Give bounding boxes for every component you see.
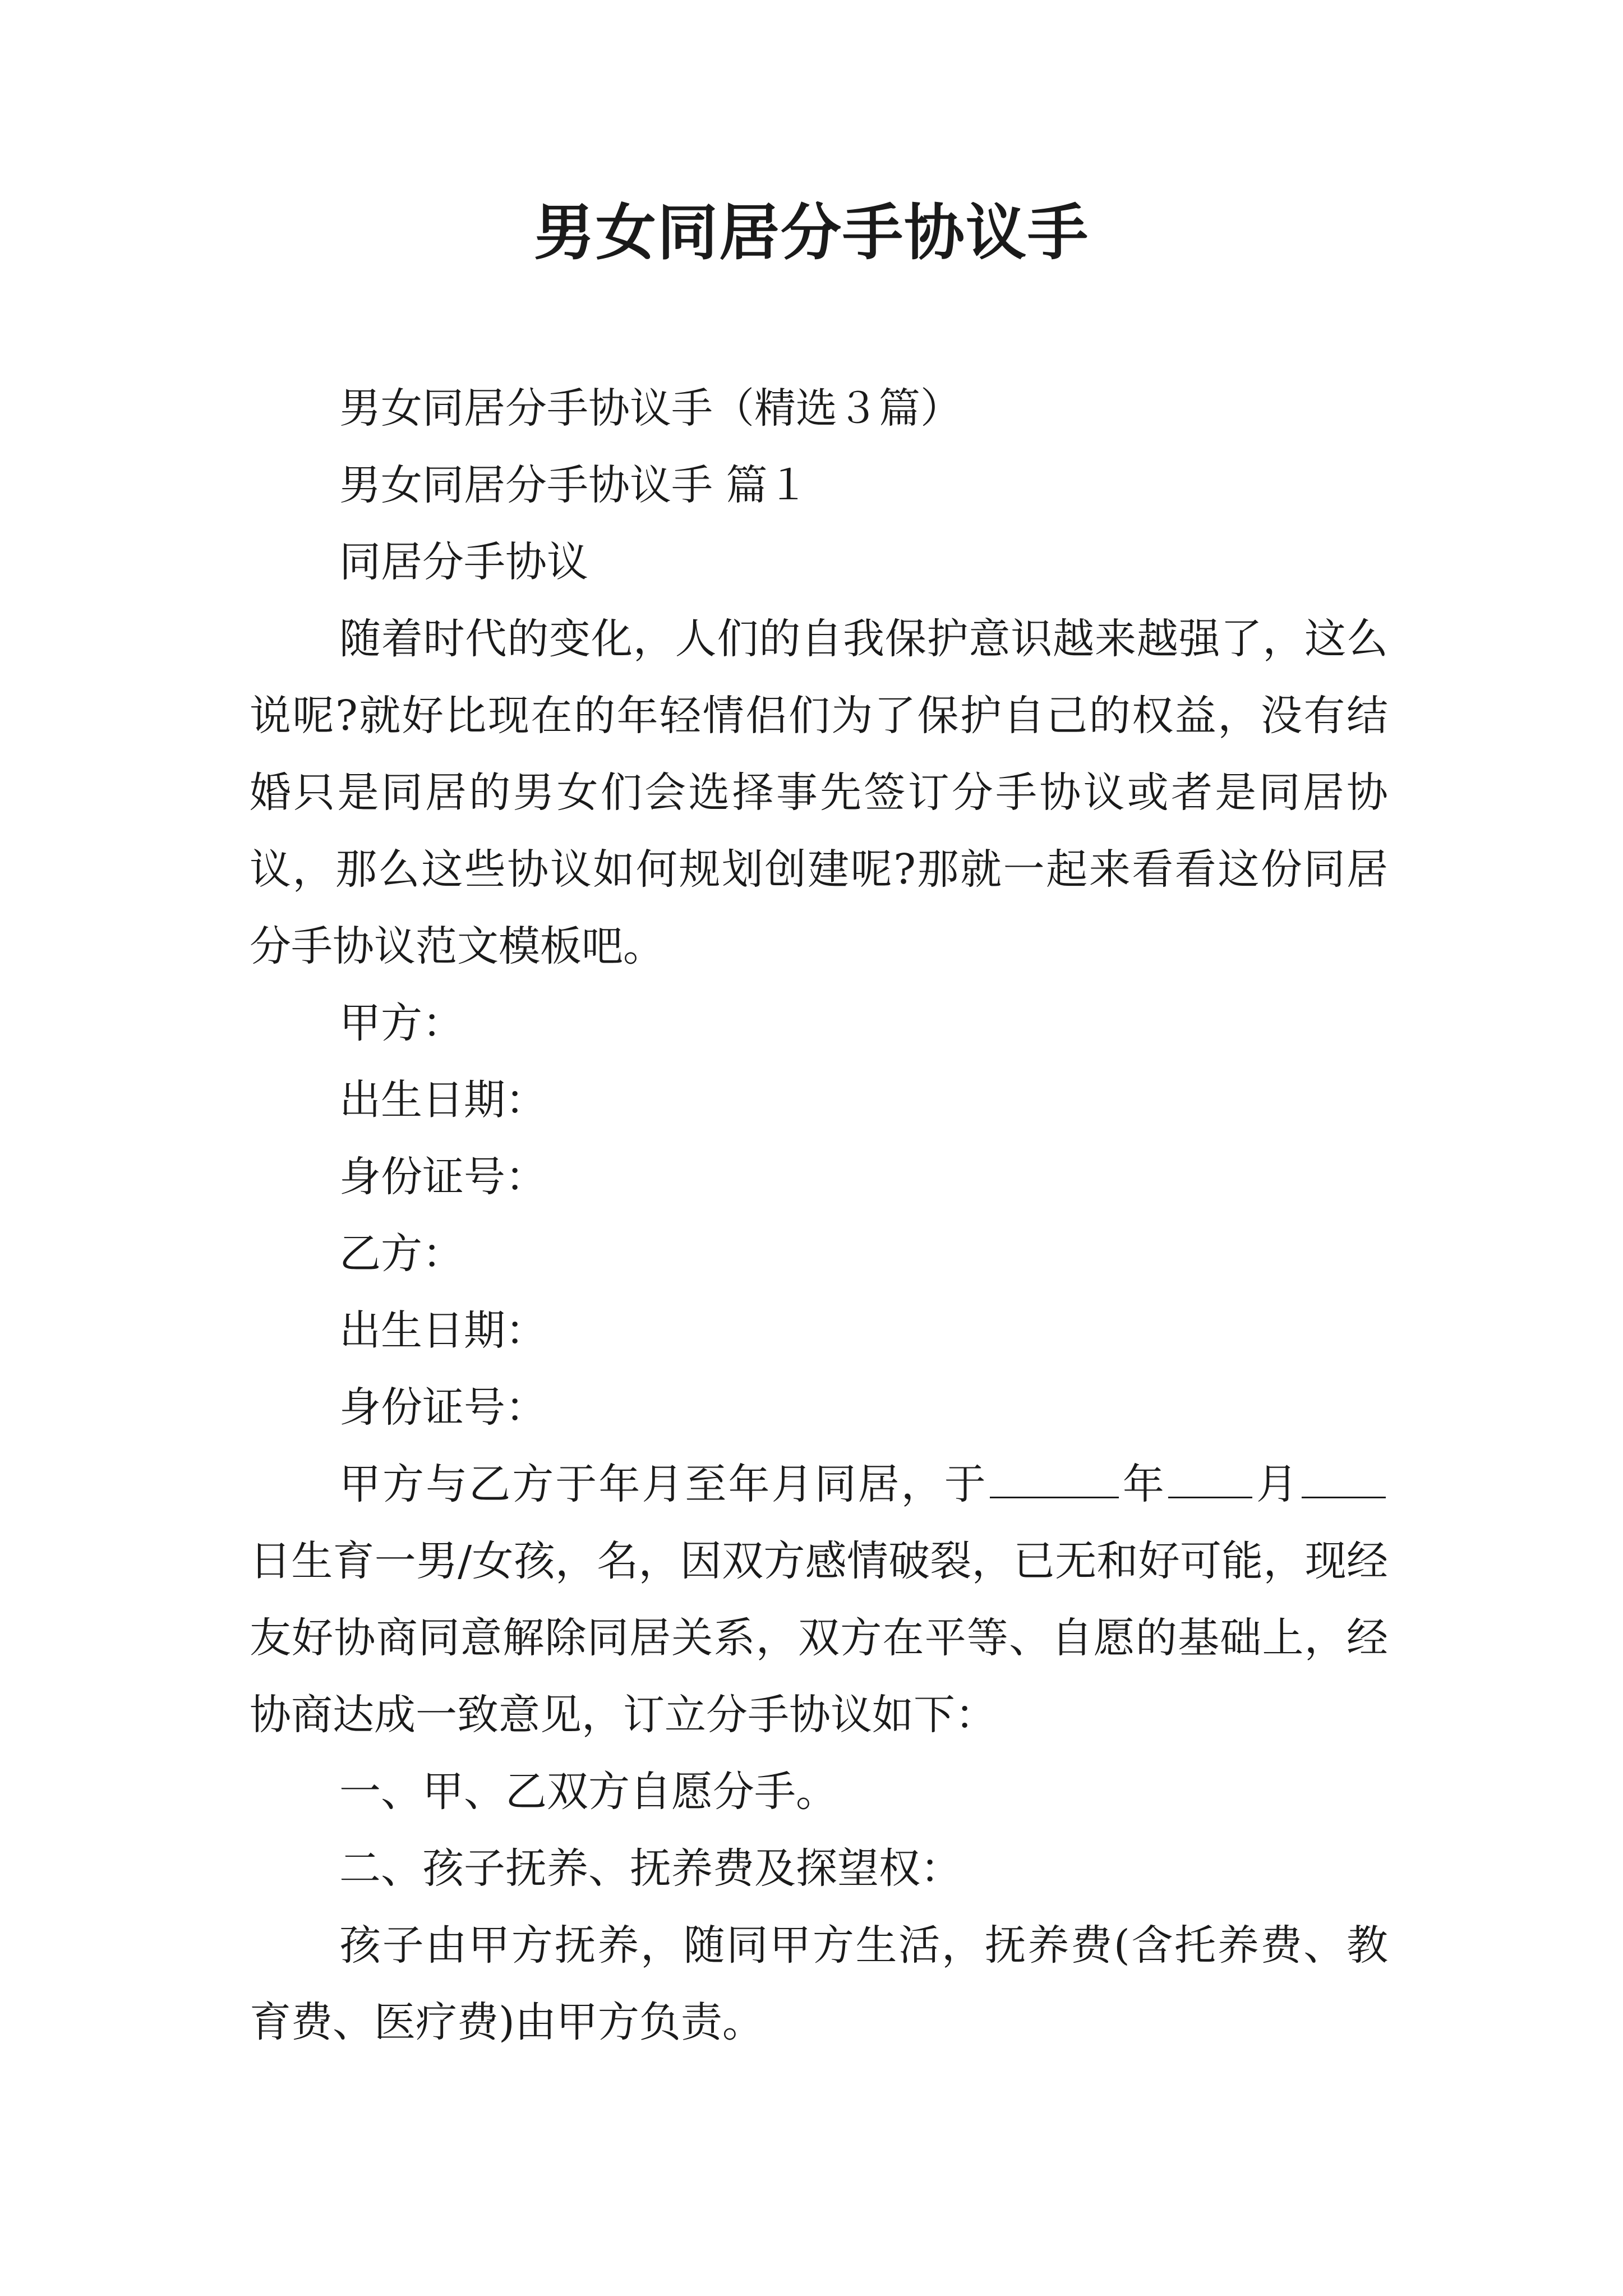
- party-b-birth-label: 出生日期：: [339, 1306, 547, 1355]
- party-a-label: 甲方：: [339, 999, 464, 1047]
- party-b-label: 乙方：: [339, 1230, 464, 1278]
- cohabitation-text-part1: 甲方与乙方于年月至年月同居，于: [339, 1460, 988, 1508]
- document-title: 男女同居分手协议手: [533, 197, 1089, 268]
- day-blank: [1302, 1455, 1386, 1498]
- subtitle: 男女同居分手协议手（精选３篇）: [339, 384, 962, 432]
- year-label: 年: [1121, 1460, 1166, 1508]
- cohabitation-paragraph: [250, 1446, 1388, 1754]
- month-label: 月: [1254, 1460, 1300, 1508]
- document-body: [250, 370, 1388, 2061]
- month-blank: [1168, 1455, 1252, 1498]
- clause-1: 一、甲、乙双方自愿分手。: [339, 1768, 837, 1816]
- agreement-title: 同居分手协议: [339, 538, 588, 586]
- party-a-id-label: 身份证号：: [339, 1153, 547, 1201]
- section-heading: 男女同居分手协议手 篇１: [339, 461, 809, 509]
- year-blank: [990, 1455, 1119, 1498]
- cohabitation-text-part2: 日生育一男/女孩，名，因双方感情破裂，已无和好可能，现经友好协商同意解除同居关系，双方在平等、自愿的基础上，经协商达成一致意见，订立分手协议如下：: [250, 1537, 1388, 1739]
- clause-2-text: 孩子由甲方抚养，随同甲方生活，抚养费(含托养费、教育费、医疗费)由甲方负责。: [250, 1921, 1388, 2046]
- party-b-id-label: 身份证号：: [339, 1383, 547, 1432]
- clause-2-heading: 二、孩子抚养、抚养费及探望权：: [339, 1844, 962, 1893]
- party-a-birth-label: 出生日期：: [339, 1076, 547, 1124]
- intro-paragraph: 随着时代的变化，人们的自我保护意识越来越强了，这么说呢?就好比现在的年轻情侣们为了保护自己的权益，没有结婚只是同居的男女们会选择事先签订分手协议或者是同居协议，那么这些协议如何规划创建呢?那就一起来看看这份同居分手协议范文模板吧。: [250, 615, 1388, 970]
